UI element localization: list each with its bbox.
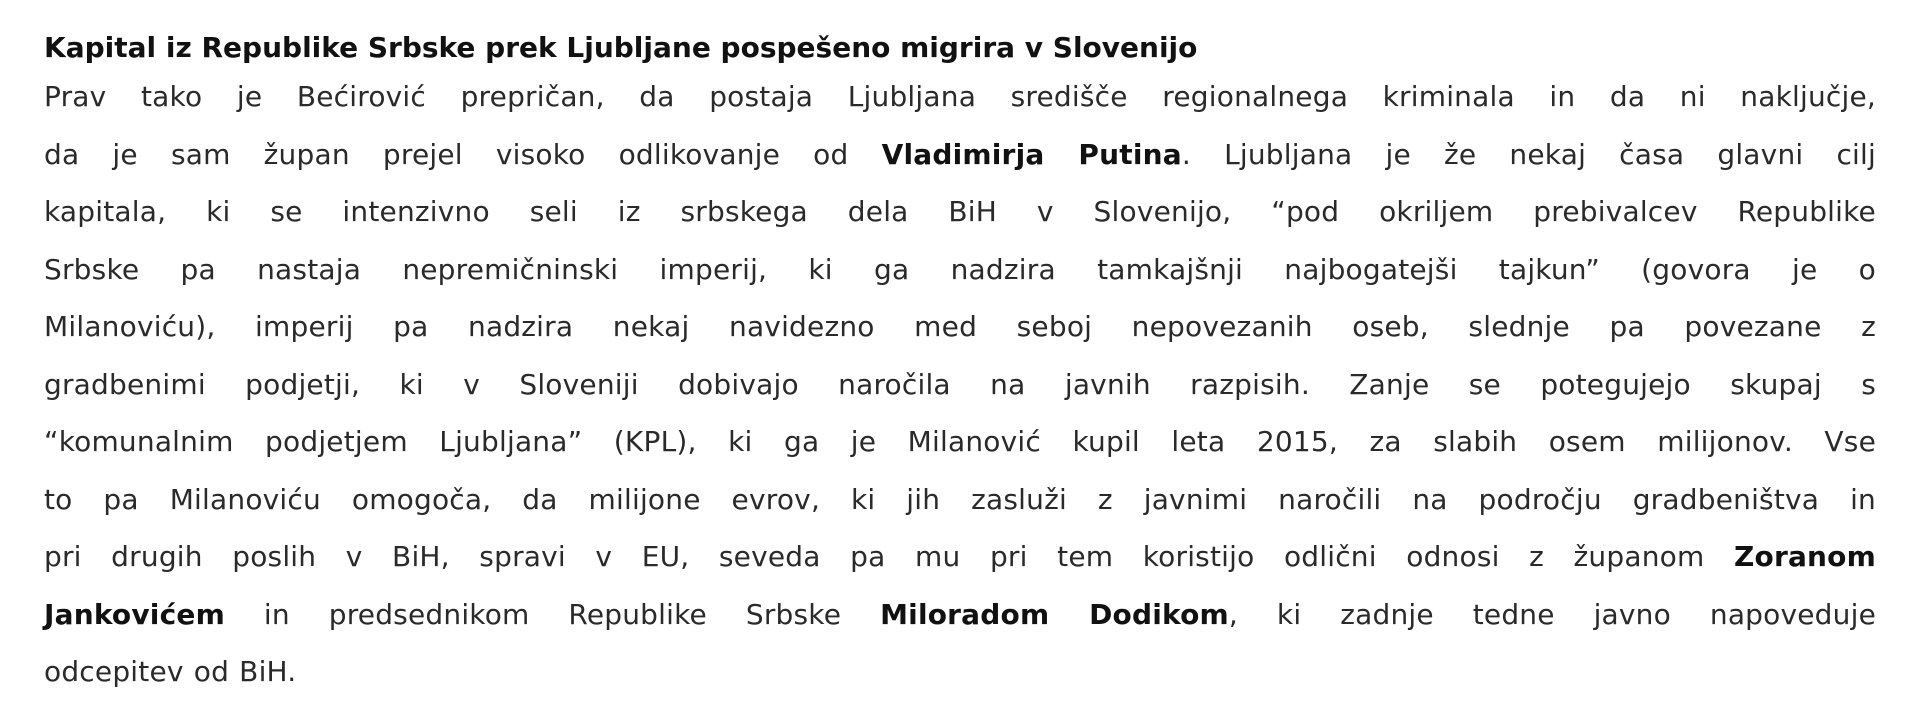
paragraph-line [44, 643, 1876, 701]
bold-name: Jankovićem [44, 597, 225, 631]
text-run: pri drugih poslih v BiH, spravi v EU, seveda pa mu pri tem koristijo odlični odnosi z županom [44, 540, 1734, 573]
bold-name: Zoranom [1734, 540, 1876, 573]
paragraph-line [44, 471, 1876, 529]
text-run: to pa Milanoviću omogoča, da milijone evrov, ki jih zasluži z javnimi naročili na področju gradbeništva in [44, 482, 1876, 516]
paragraph-line [44, 356, 1876, 414]
text-run: gradbenimi podjetji, ki v Sloveniji dobivajo naročila na javnih razpisih. Zanje se potegujejo skupaj s [44, 367, 1876, 401]
article-heading: Kapital iz Republike Srbske prek Ljubljane pospešeno migrira v Slovenijo [44, 31, 1198, 64]
text-run: . Ljubljana je že nekaj časa glavni cilj [1181, 137, 1876, 171]
paragraph-line [44, 241, 1876, 299]
text-run: “komunalnim podjetjem Ljubljana” (KPL), ki ga je Milanović kupil leta 2015, za slabih osem milijonov. Vse [44, 425, 1876, 458]
text-run: in predsednikom Republike Srbske [224, 597, 881, 631]
text-run: odcepitev od BiH. [44, 655, 297, 688]
text-run: Milanoviću), imperij pa nadzira nekaj navidezno med seboj nepovezanih oseb, slednje pa povezane z [44, 310, 1876, 343]
article [44, 28, 1876, 701]
text-run: da je sam župan prejel visoko odlikovanje od [44, 137, 882, 171]
bold-name: Vladimirja Putina [881, 137, 1182, 171]
paragraph-line [44, 413, 1876, 471]
bold-name: Miloradom Dodikom [880, 597, 1229, 631]
article-paragraph [44, 68, 1876, 701]
text-run: , ki zadnje tedne javno napoveduje [1228, 597, 1877, 631]
text-run: Prav tako je Bećirović prepričan, da postaja Ljubljana središče regionalnega kriminala in da ni naključje, [44, 80, 1876, 113]
text-run: kapitala, ki se intenzivno seli iz srbskega dela BiH v Slovenijo, “pod okriljem prebivalcev Republike [44, 195, 1876, 228]
paragraph-line [44, 298, 1876, 356]
paragraph-line [44, 528, 1876, 586]
paragraph-line [44, 126, 1876, 184]
paragraph-line [44, 586, 1876, 644]
paragraph-line [44, 68, 1876, 126]
paragraph-line [44, 183, 1876, 241]
text-run: Srbske pa nastaja nepremičninski imperij, ki ga nadzira tamkajšnji najbogatejši tajkun” (govora je o [44, 252, 1876, 286]
